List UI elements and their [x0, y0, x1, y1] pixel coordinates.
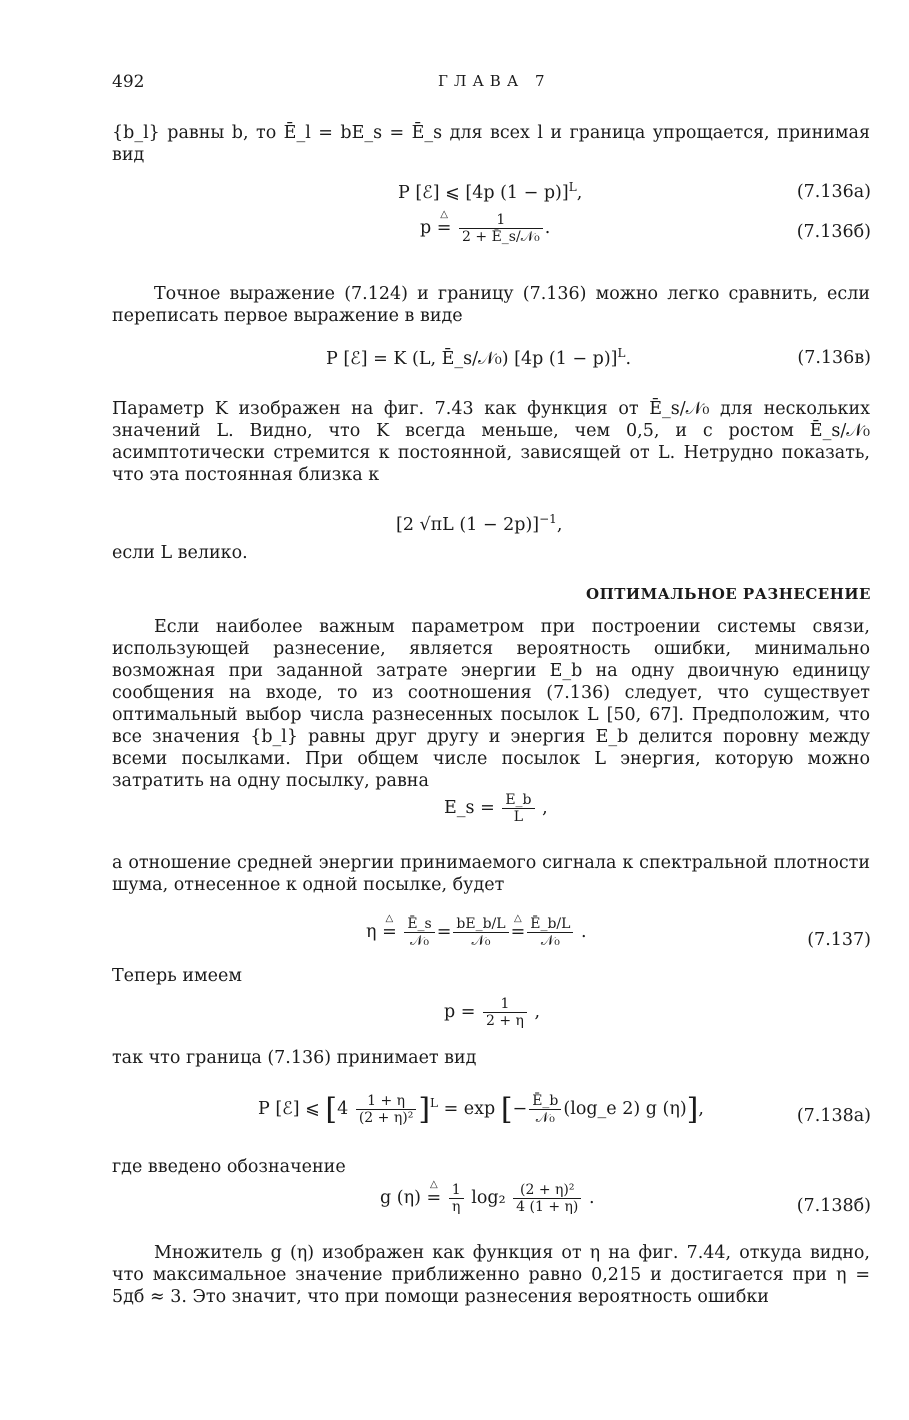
paragraph-10	[112, 1242, 870, 1308]
eq-tail: .	[581, 922, 587, 943]
defined-equal-sign: △ =	[510, 913, 526, 943]
fraction	[502, 792, 534, 825]
eq-body: P [ℰ] = K (L, Ē_s/𝒩₀) [4p (1 − p)]	[326, 348, 618, 369]
numerator: Ē_b/L	[527, 916, 573, 933]
eq-tail: ,	[698, 1099, 704, 1119]
denominator: 𝒩₀	[535, 1110, 555, 1126]
eq-log: log₂	[471, 1188, 506, 1209]
denominator: 2 + Ē_s/𝒩₀	[462, 229, 540, 246]
eq-sup: L	[617, 346, 626, 360]
eq-tail: ,	[542, 798, 548, 819]
fraction	[527, 916, 573, 949]
equation-number: (7.136а)	[796, 182, 871, 202]
fraction	[529, 1093, 561, 1126]
paragraph-8: так что граница (7.136) принимает вид	[112, 1048, 477, 1068]
numerator: Ē_s	[404, 916, 434, 933]
defined-equal-sign: △ =	[436, 209, 452, 239]
equation-number: (7.136в)	[797, 348, 871, 368]
equation-7-136a	[398, 180, 582, 203]
eq-tail: ,	[556, 514, 563, 535]
numerator: Ē_b	[529, 1093, 561, 1110]
eq-tail: .	[625, 348, 632, 369]
denominator: 𝒩₀	[410, 933, 430, 950]
open-bracket: [	[500, 1092, 513, 1127]
chapter-header: ГЛАВА 7	[438, 72, 551, 90]
defined-equal-sign: △ =	[426, 1179, 442, 1209]
paragraph-2	[112, 283, 870, 327]
numerator: 1	[459, 212, 543, 229]
close-bracket: ]	[418, 1092, 431, 1127]
eq-tail: .	[588, 1188, 595, 1209]
equation-7-136b	[420, 209, 551, 246]
numerator: 1	[449, 1182, 464, 1199]
eq-tail: ,	[534, 1002, 541, 1023]
open-bracket: [	[325, 1092, 338, 1127]
denominator: 2 + η	[486, 1013, 524, 1030]
eq-lhs: η	[366, 922, 377, 943]
equation-p	[444, 996, 540, 1029]
numerator: bE_b/L	[453, 916, 508, 933]
fraction	[483, 996, 527, 1029]
eq-mid: = exp	[443, 1099, 496, 1119]
denominator: η	[452, 1199, 461, 1216]
numerator: 1 + η	[356, 1093, 416, 1110]
page-number: 492	[112, 72, 145, 92]
numerator: E_b	[502, 792, 534, 809]
paragraph-4: если L велико.	[112, 543, 248, 563]
paragraph-text: Если наиболее важным параметром при построении системы связи, использующей разнесение, является вероятность ошибки, минимально возможная при заданной затрате энергии E_b на одну двоичную единицу сообщения на входе, то из соотношения (7.136) следует, что существует оптимальный выбор числа разнесенных посылок L [50, 67]. Предположим, что все значения {b_l} равны друг другу и энергия E_b делится поровну между всеми посылками. При общем числе посылок L энергия, которую можно затратить на одну посылку, равна	[112, 617, 870, 791]
eq-sup: −1	[539, 512, 557, 526]
paragraph-text: Точное выражение (7.124) и границу (7.136) можно легко сравнить, если переписать первое выражение в виде	[112, 284, 870, 326]
eq-tail: .	[544, 218, 551, 239]
eq-body: [2 √πL (1 − 2p)]	[396, 514, 540, 535]
equation-number: (7.136б)	[796, 222, 871, 242]
eq-inner: 4	[337, 1099, 349, 1119]
paragraph-7: Теперь имеем	[112, 966, 242, 986]
paragraph-text: Множитель g (η) изображен как функция от η на фиг. 7.44, откуда видно, что максимальное значение приближенно равно 0,215 и достигается при η = 5дб ≈ 3. Это значит, что при помощи разнесения вероятность ошибки	[112, 1243, 870, 1307]
paragraph-5	[112, 616, 870, 792]
fraction	[356, 1093, 416, 1126]
numerator: 1	[483, 996, 527, 1013]
equation-number: (7.138б)	[796, 1196, 871, 1216]
eq-body: P [ℰ] ⩽ [4p (1 − p)]	[398, 182, 569, 203]
eq-lhs: g (η)	[380, 1188, 421, 1209]
denominator: 𝒩₀	[471, 933, 491, 950]
fraction	[513, 1182, 581, 1215]
denominator: (2 + η)²	[358, 1110, 414, 1126]
denominator: 4 (1 + η)	[516, 1199, 579, 1216]
fraction	[404, 916, 434, 949]
paragraph-9: где введено обозначение	[112, 1157, 346, 1177]
eq-lhs: E_s =	[444, 798, 495, 819]
paragraph-1: {b_l} равны b, то Ē_l = bE_s = Ē_s для всех l и граница упрощается, принимая вид	[112, 123, 870, 165]
eq-tail: ,	[576, 182, 583, 203]
eq-sup: L	[568, 180, 577, 194]
equation-7-137: η △ = $\frac{Ē\_s}{\text{𝒩₀}}$ = $\frac{bE\_b/L}{\text{𝒩₀}}$ △ = $\frac{Ē\_b/L}{\text{𝒩₀}}$ .	[366, 913, 587, 950]
fraction	[459, 212, 543, 245]
equation-number: (7.138а)	[796, 1106, 871, 1126]
equation-number: (7.137)	[807, 930, 871, 950]
eq-lhs: p =	[444, 1002, 476, 1023]
close-bracket: ]	[686, 1092, 699, 1127]
section-title: ОПТИМАЛЬНОЕ РАЗНЕСЕНИЕ	[586, 585, 871, 603]
equation-7-138b	[380, 1179, 595, 1216]
equation-7-136v	[326, 346, 631, 369]
denominator: L	[513, 809, 524, 826]
equation-es	[444, 792, 548, 825]
eq-lhs: p	[420, 218, 432, 239]
equation-constant	[396, 512, 562, 535]
paragraph-6: а отношение средней энергии принимаемого сигнала к спектральной плотности шума, отнесенное к одной посылке, будет	[112, 853, 870, 895]
fraction	[449, 1182, 464, 1215]
eq-sup: L	[430, 1096, 438, 1111]
numerator: (2 + η)²	[513, 1182, 581, 1199]
denominator: 𝒩₀	[540, 933, 560, 950]
fraction	[453, 916, 508, 949]
eq-exp-tail: (log_e 2) g (η)	[563, 1099, 687, 1119]
eq-lhs: P [ℰ] ⩽	[258, 1099, 320, 1119]
equation-7-138a: P [ℰ] ⩽ [4 $\frac{1 + \eta}{\text{(2 + η)²}}$ ]$^L$ = exp [− $\frac{Ē\_b}{\text{𝒩₀}}$ (log_e 2) g (η)],	[258, 1092, 704, 1127]
paragraph-3: Параметр K изображен на фиг. 7.43 как функция от Ē_s/𝒩₀ для нескольких значений L. Видно, что K всегда меньше, чем 0,5, и с ростом Ē_s/𝒩₀ асимптотически стремится к постоянной, зависящей от L. Нетрудно показать, что эта постоянная близка к	[112, 399, 870, 485]
defined-equal-sign: △ =	[382, 913, 397, 943]
